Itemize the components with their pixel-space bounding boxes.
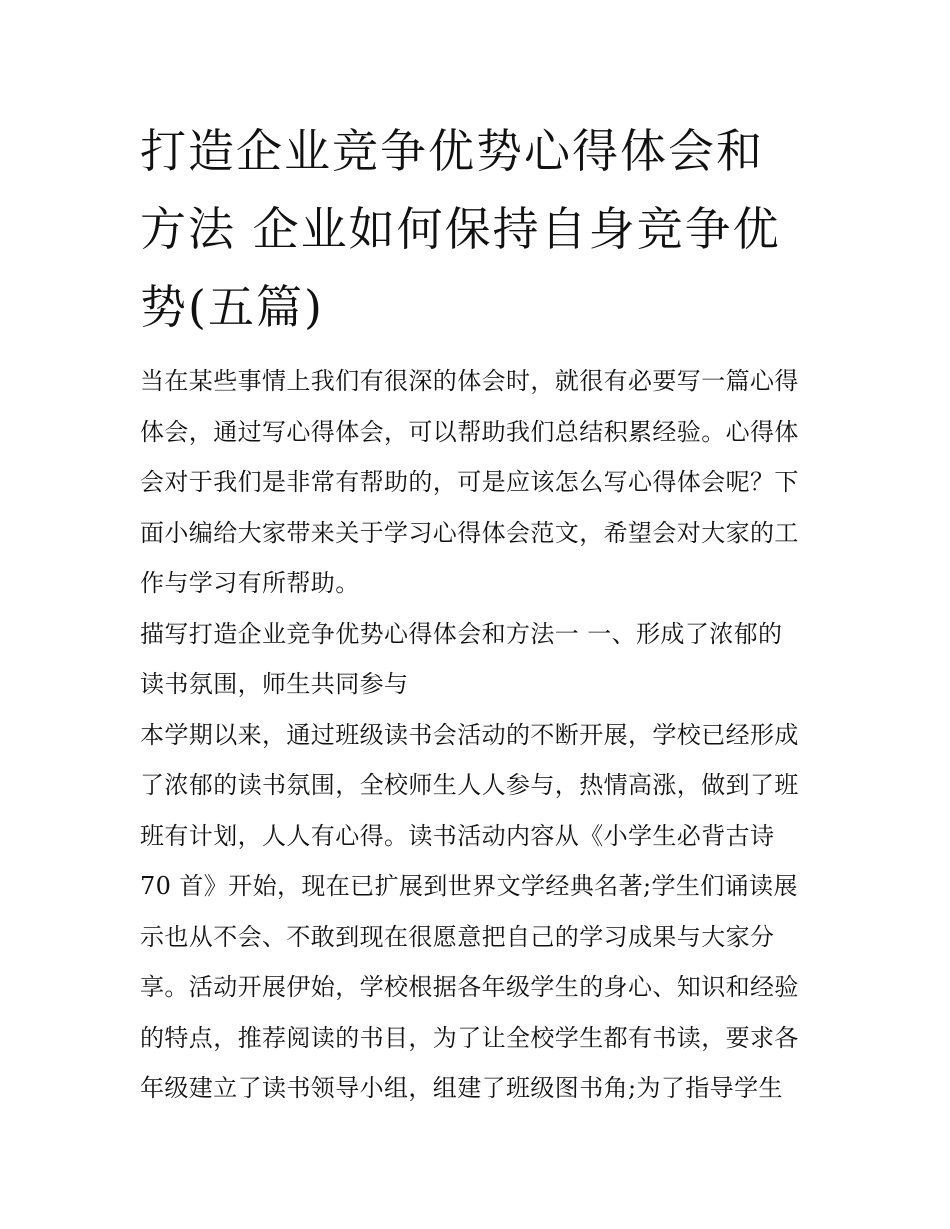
body-line: 示也从不会、不敢到现在很愿意把自己的学习成果与大家分 bbox=[140, 922, 775, 951]
body-line: 年级建立了读书领导小组，组建了班级图书角;为了指导学生 bbox=[140, 1074, 783, 1102]
body-line: 作与学习有所帮助。 bbox=[140, 569, 360, 597]
section-heading-line: 读书氛围，师生共同参与 bbox=[140, 670, 409, 698]
body-line: 会对于我们是非常有帮助的，可是应该怎么写心得体会呢？下 bbox=[140, 468, 799, 496]
body-line: 面小编给大家带来关于学习心得体会范文，希望会对大家的工 bbox=[140, 518, 799, 547]
document-body bbox=[140, 356, 840, 1114]
body-line: 享。活动开展伊始，学校根据各年级学生的身心、知识和经验 bbox=[140, 973, 799, 1001]
body-line: 班有计划，人人有心得。读书活动内容从《小学生必背古诗 bbox=[140, 821, 775, 850]
document-title bbox=[140, 112, 840, 346]
title-line: 方法 企业如何保持自身竞争优 bbox=[140, 202, 781, 256]
title-line: 势(五篇) bbox=[140, 280, 324, 334]
section-heading-line: 描写打造企业竞争优势心得体会和方法一 一、形成了浓郁的 bbox=[140, 619, 783, 648]
body-line: 当在某些事情上我们有很深的体会时，就很有必要写一篇心得 bbox=[140, 367, 799, 395]
body-line: 70 首》开始，现在已扩展到世界文学经典名著;学生们诵读展 bbox=[140, 872, 798, 900]
body-line: 本学期以来，通过班级读书会活动的不断开展，学校已经形成 bbox=[140, 720, 799, 749]
body-line: 了浓郁的读书氛围，全校师生人人参与，热情高涨，做到了班 bbox=[140, 771, 799, 799]
title-line: 打造企业竞争优势心得体会和 bbox=[140, 124, 764, 178]
body-line: 的特点，推荐阅读的书目，为了让全校学生都有书读，要求各 bbox=[140, 1023, 799, 1052]
body-line: 体会，通过写心得体会，可以帮助我们总结积累经验。心得体 bbox=[140, 417, 799, 446]
